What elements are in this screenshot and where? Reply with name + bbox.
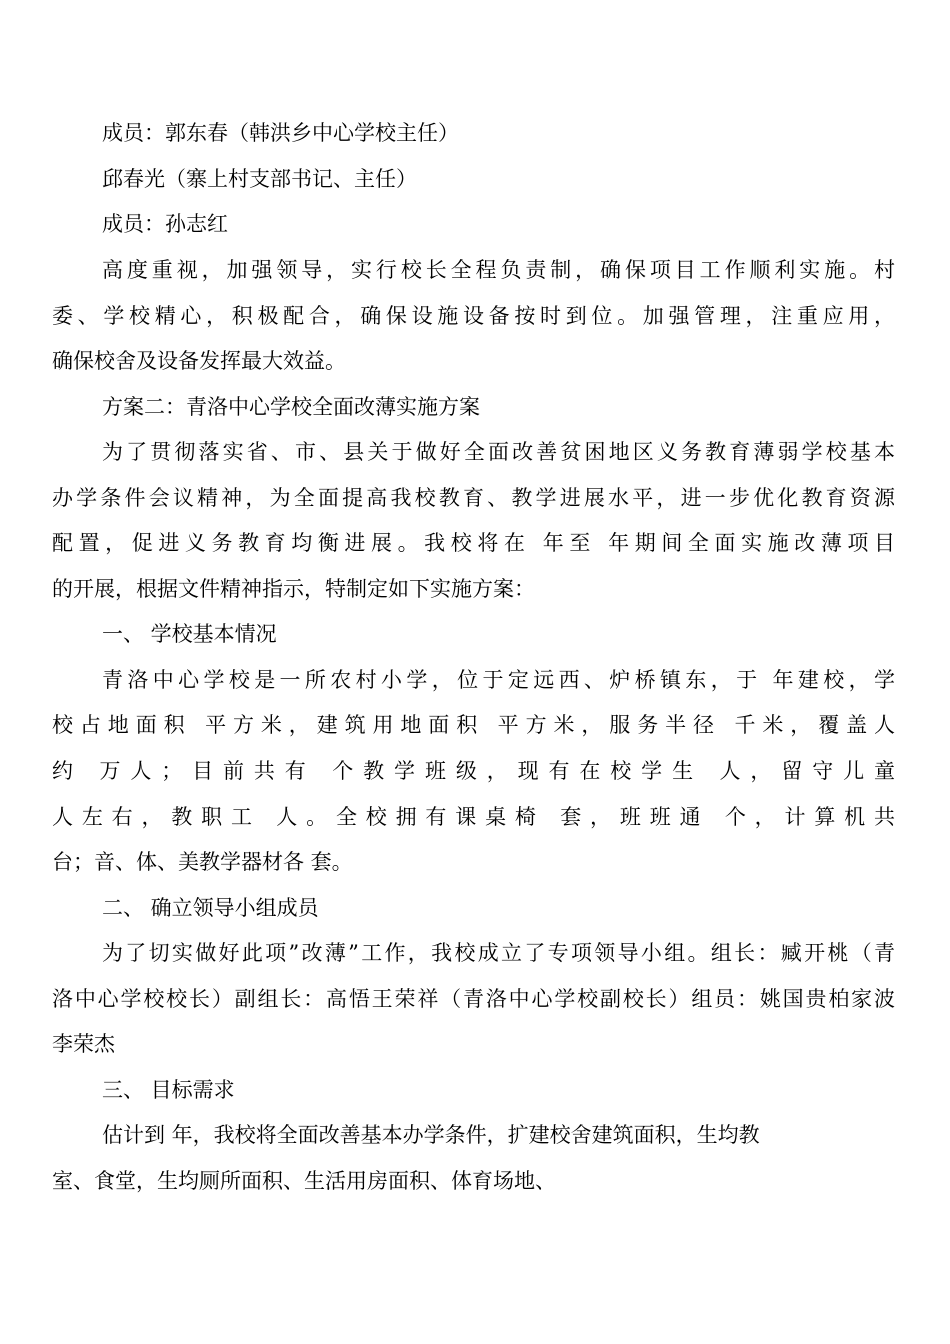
paragraph-line: 确保校舍及设备发挥最大效益。 bbox=[52, 349, 346, 373]
section-heading-3: 三、 目标需求 bbox=[102, 1078, 235, 1102]
paragraph-line: 台；音、体、美教学器材各 套。 bbox=[52, 850, 353, 874]
paragraph-line: 办学条件会议精神，为全面提高我校教育、教学进展水平，进一步优化教育资源 bbox=[52, 486, 895, 510]
paragraph-line: 李荣杰 bbox=[52, 1032, 115, 1056]
member-line-guo: 成员：郭东春（韩洪乡中心学校主任） bbox=[102, 121, 459, 145]
paragraph-line: 为了切实做好此项”改薄”工作，我校成立了专项领导小组。组长：臧开桃（青 bbox=[102, 941, 895, 965]
section-heading-2: 二、 确立领导小组成员 bbox=[102, 896, 319, 920]
paragraph-line: 人左右，教职工 人。全校拥有课桌椅 套，班班通 个，计算机共 bbox=[52, 805, 895, 829]
paragraph-line: 洛中心学校校长）副组长：高悟王荣祥（青洛中心学校副校长）组员：姚国贵柏家波 bbox=[52, 987, 895, 1011]
section-heading-1: 一、 学校基本情况 bbox=[102, 622, 277, 646]
paragraph-line: 配置，促进义务教育均衡进展。我校将在 年至 年期间全面实施改薄项目 bbox=[52, 531, 895, 555]
paragraph-line: 估计到 年，我校将全面改善基本办学条件，扩建校舍建筑面积，生均教 bbox=[102, 1123, 760, 1147]
paragraph-line: 约 万人；目前共有 个教学班级，现有在校学生 人，留守儿童 bbox=[52, 759, 895, 783]
member-line-qiu: 邱春光（寨上村支部书记、主任） bbox=[102, 167, 417, 191]
paragraph-line: 校占地面积 平方米，建筑用地面积 平方米，服务半径 千米，覆盖人 bbox=[52, 713, 895, 737]
paragraph-line: 高度重视，加强领导，实行校长全程负责制，确保项目工作顺利实施。村 bbox=[102, 258, 895, 282]
paragraph-line: 室、食堂，生均厕所面积、生活用房面积、体育场地、 bbox=[52, 1169, 556, 1193]
paragraph-line: 青洛中心学校是一所农村小学，位于定远西、炉桥镇东，于 年建校，学 bbox=[102, 668, 895, 692]
paragraph-line: 为了贯彻落实省、市、县关于做好全面改善贫困地区义务教育薄弱学校基本 bbox=[102, 440, 895, 464]
section-heading-plan-two: 方案二：青洛中心学校全面改薄实施方案 bbox=[102, 395, 480, 419]
paragraph-line: 的开展，根据文件精神指示，特制定如下实施方案： bbox=[52, 577, 535, 601]
member-line-sun: 成员：孙志红 bbox=[102, 212, 228, 236]
paragraph-line: 委、学校精心，积极配合，确保设施设备按时到位。加强管理，注重应用， bbox=[52, 304, 895, 328]
